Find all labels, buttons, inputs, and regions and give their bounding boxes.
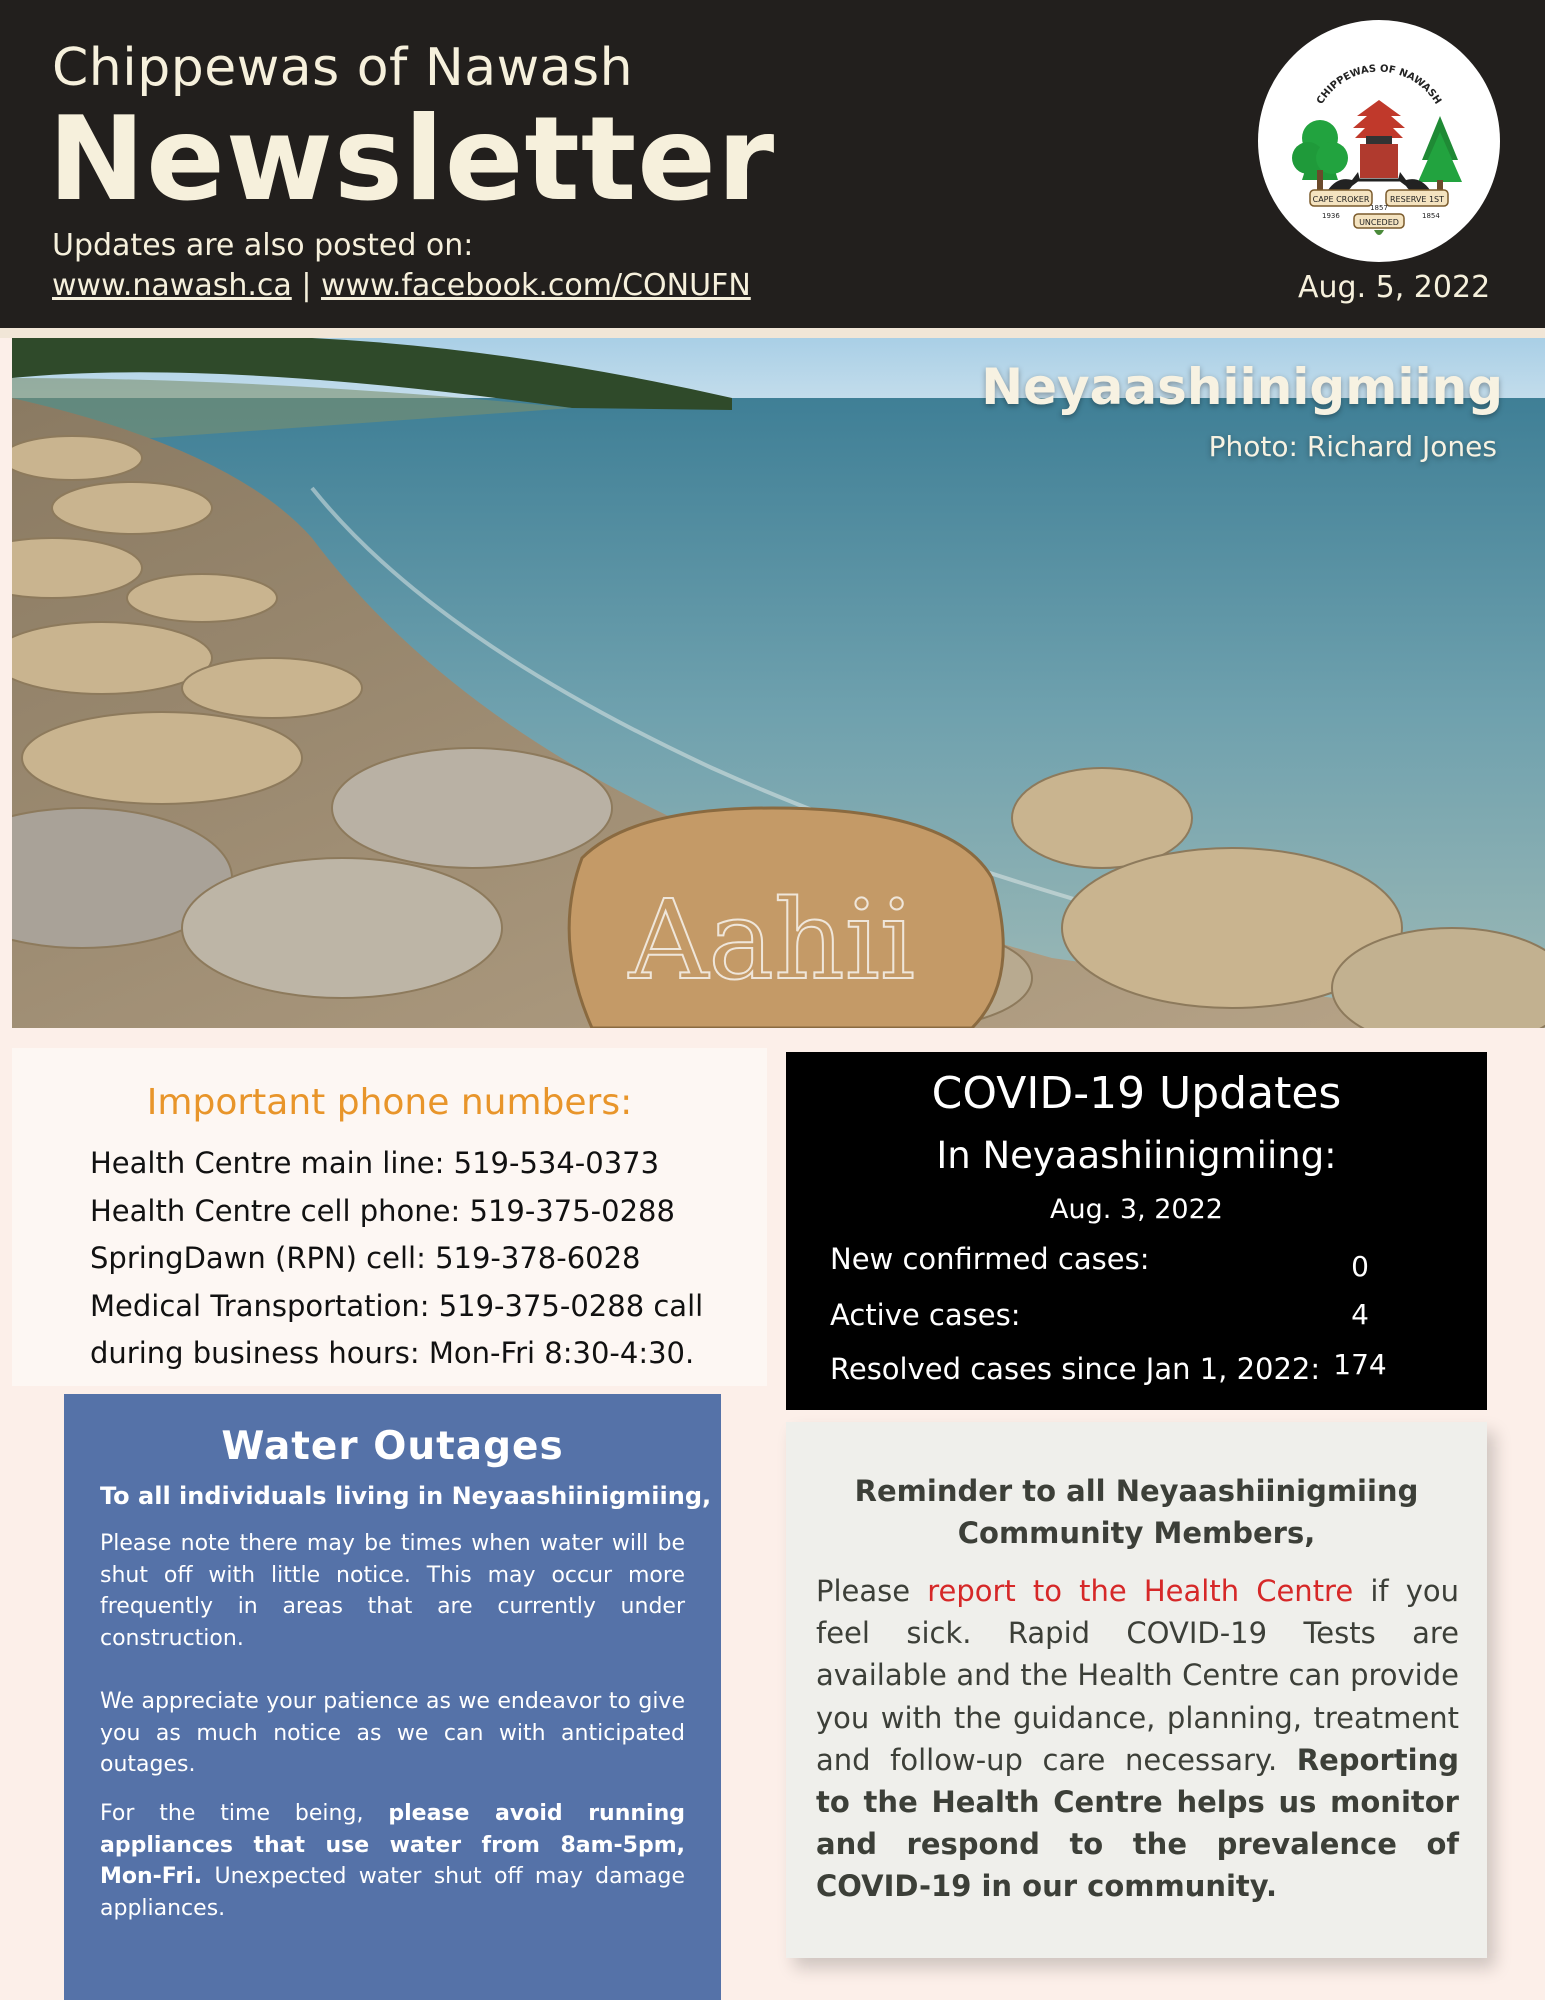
covid-row-resolved [830, 1348, 1450, 1386]
rock-engraving: Aahii [628, 876, 916, 1004]
links-line [52, 268, 751, 303]
logo-year-mid: 1857 [1370, 204, 1388, 212]
phone-numbers-heading: Important phone numbers: [146, 1082, 633, 1123]
issue-date: Aug. 5, 2022 [1298, 270, 1491, 305]
covid-row-label: Active cases: [830, 1298, 1021, 1332]
reminder-heading [786, 1470, 1487, 1554]
reminder-highlight: report to the Health Centre [927, 1574, 1354, 1608]
covid-date: Aug. 3, 2022 [1050, 1194, 1223, 1225]
covid-row-active [830, 1298, 1450, 1332]
reminder-heading-line-2: Community Members, [957, 1516, 1316, 1550]
svg-text:CHIPPEWAS OF NAWASH [1315, 64, 1443, 107]
newsletter-header [0, 0, 1545, 328]
covid-subtitle: In Neyaashiinigmiing: [936, 1134, 1337, 1177]
reminder-body [816, 1570, 1459, 1908]
phone-line: Medical Transportation: 519-375-0288 call [90, 1288, 704, 1323]
water-paragraph-3 [100, 1798, 685, 1924]
water-p3-start: For the time being, [100, 1801, 364, 1826]
org-name: Chippewas of Nawash [52, 38, 634, 98]
header-divider [0, 328, 1545, 338]
health-reminder-box [786, 1422, 1487, 1958]
water-lead: To all individuals living in Neyaashiinigmiing, [100, 1482, 712, 1510]
reminder-intro: Please [816, 1574, 911, 1608]
water-p3-bold: please avoid running appliances that use water from 8am-5pm, Mon-Fri. [100, 1801, 685, 1889]
covid-row-label: Resolved cases since Jan 1, 2022: [830, 1352, 1321, 1386]
logo-year-left: 1936 [1322, 212, 1340, 220]
phone-line: SpringDawn (RPN) cell: 519-378-6028 [90, 1241, 641, 1275]
newsletter-title: Newsletter [48, 92, 776, 227]
covid-row-new [830, 1242, 1450, 1283]
phone-numbers-box [12, 1048, 767, 1386]
water-paragraph-2: We appreciate your patience as we endeavor to give you as much notice as we can with anticipated outages. [100, 1689, 685, 1777]
covid-row-label: New confirmed cases: [830, 1242, 1150, 1276]
phone-list [90, 1140, 703, 1378]
water-paragraph-1: Please note there may be times when water will be shut off with little notice. This may occur more frequently in areas that are currently under construction. [100, 1531, 685, 1651]
phone-line: Health Centre main line: 519-534-0373 [90, 1146, 660, 1180]
facebook-link[interactable]: www.facebook.com/CONUFN [320, 268, 751, 303]
water-outages-title: Water Outages [221, 1424, 564, 1469]
covid-updates-box [786, 1052, 1487, 1410]
logo-bottom-banner: UNCEDED [1359, 218, 1399, 227]
phone-line: during business hours: Mon-Fri 8:30-4:30. [90, 1336, 695, 1370]
website-link[interactable]: www.nawash.ca [52, 268, 292, 303]
logo-right-banner: RESERVE 1ST [1390, 195, 1444, 204]
updates-note: Updates are also posted on: [52, 228, 474, 263]
link-separator: | [301, 268, 312, 303]
water-outages-box [64, 1394, 721, 2000]
logo-year-right: 1854 [1422, 212, 1440, 220]
nawash-logo [1258, 20, 1500, 262]
logo-left-banner: CAPE CROKER [1312, 195, 1370, 204]
reminder-text: if you feel sick. Rapid COVID-19 Tests are available and the Health Centre can provide you with the guidance, planning, treatment and follow-up care necessary. [816, 1574, 1459, 1777]
covid-row-value: 0 [1351, 1250, 1369, 1283]
covid-row-value: 4 [1351, 1298, 1369, 1331]
phone-line: Health Centre cell phone: 519-375-0288 [90, 1193, 675, 1228]
reminder-bold-text: Reporting to the Health Centre helps us monitor and respond to the prevalence of COVID-19 in our community. [816, 1742, 1459, 1904]
water-p3-end: Unexpected water shut off may damage appliances. [100, 1864, 685, 1921]
hero-title: Neyaashiinigmiing [981, 358, 1503, 416]
covid-row-value: 174 [1333, 1348, 1387, 1381]
covid-title: COVID-19 Updates [931, 1068, 1342, 1119]
reminder-heading-line-1: Reminder to all Neyaashiinigmiing [854, 1474, 1419, 1508]
hero-photo [12, 338, 1545, 1028]
photo-credit: Photo: Richard Jones [1208, 430, 1497, 463]
nawash-seal-icon [1258, 20, 1500, 262]
logo-ring-text: CHIPPEWAS OF NAWASH [1314, 63, 1444, 107]
